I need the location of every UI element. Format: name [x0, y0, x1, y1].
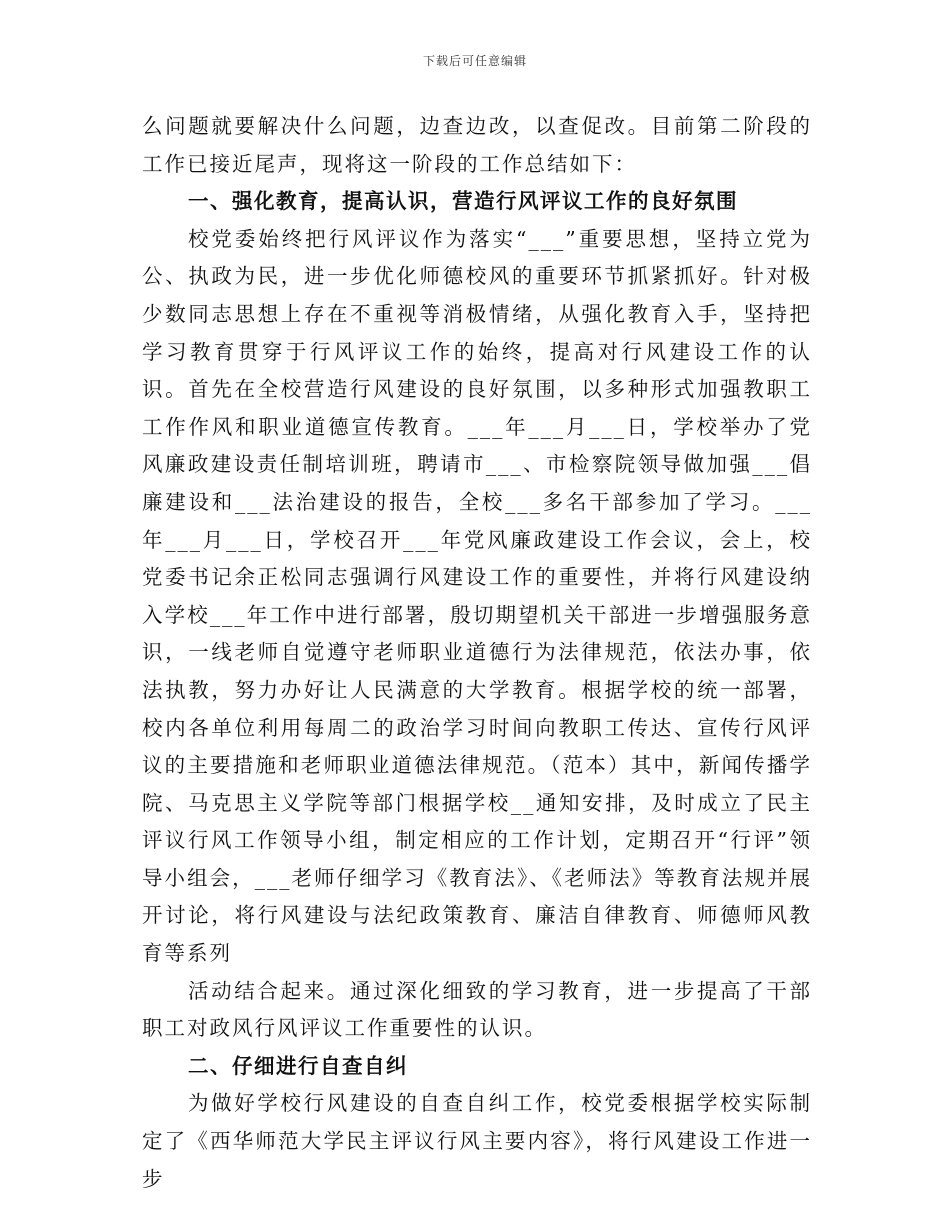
- section-2-paragraph-1: 为做好学校行风建设的自查自纠工作，校党委根据学校实际制定了《西华师范大学民主评议行风主要内容》，将行风建设工作进一步: [142, 1091, 812, 1191]
- document-body: [142, 108, 812, 1198]
- section-1-heading: 一、强化教育，提高认识，营造行风评议工作的良好氛围: [188, 189, 738, 214]
- section-2-heading: 二、仔细进行自查自纠: [188, 1053, 408, 1078]
- page-header-note: 下载后可任意编辑: [422, 54, 527, 68]
- section-1-paragraph-2: 活动结合起来。通过深化细致的学习教育，进一步提高了干部职工对政风行风评议工作重要性的认识。: [142, 978, 812, 1041]
- section-1-paragraph-1: 校党委始终把行风评议作为落实“___”重要思想，坚持立党为公、执政为民，进一步优化师德校风的重要环节抓紧抓好。针对极少数同志思想上存在不重视等消极情绪，从强化教育入手，坚持把学习教育贯穿于行风评议工作的始终，提高对行风建设工作的认识。首先在全校营造行风建设的良好氛围，以多种形式加强教职工工作作风和职业道德宣传教育。___年___月___日，学校举办了党风廉政建设责任制培训班，聘请市___、市检察院领导做加强___倡廉建设和___法治建设的报告，全校___多名干部参加了学习。___年___月___日，学校召开___年党风廉政建设工作会议，会上，校党委书记余正松同志强调行风建设工作的重要性，并将行风建设纳入学校___年工作中进行部署，殷切期望机关干部进一步增强服务意识，一线老师自觉遵守老师职业道德行为法律规范，依法办事，依法执教，努力办好让人民满意的大学教育。根据学校的统一部署，校内各单位利用每周二的政治学习时间向教职工传达、宣传行风评议的主要措施和老师职业道德法律规范。（范本）其中，新闻传播学院、马克思主义学院等部门根据学校__通知安排，及时成立了民主评议行风工作领导小组，制定相应的工作计划，定期召开“行评”领导小组会，___老师仔细学习《教育法》、《老师法》等教育法规并展开讨论，将行风建设与法纪政策教育、廉洁自律教育、师德师风教育等系列: [142, 226, 812, 966]
- continuation-paragraph: 么问题就要解决什么问题，边查边改，以查促改。目前第二阶段的工作已接近尾声，现将这一阶段的工作总结如下：: [142, 114, 812, 176]
